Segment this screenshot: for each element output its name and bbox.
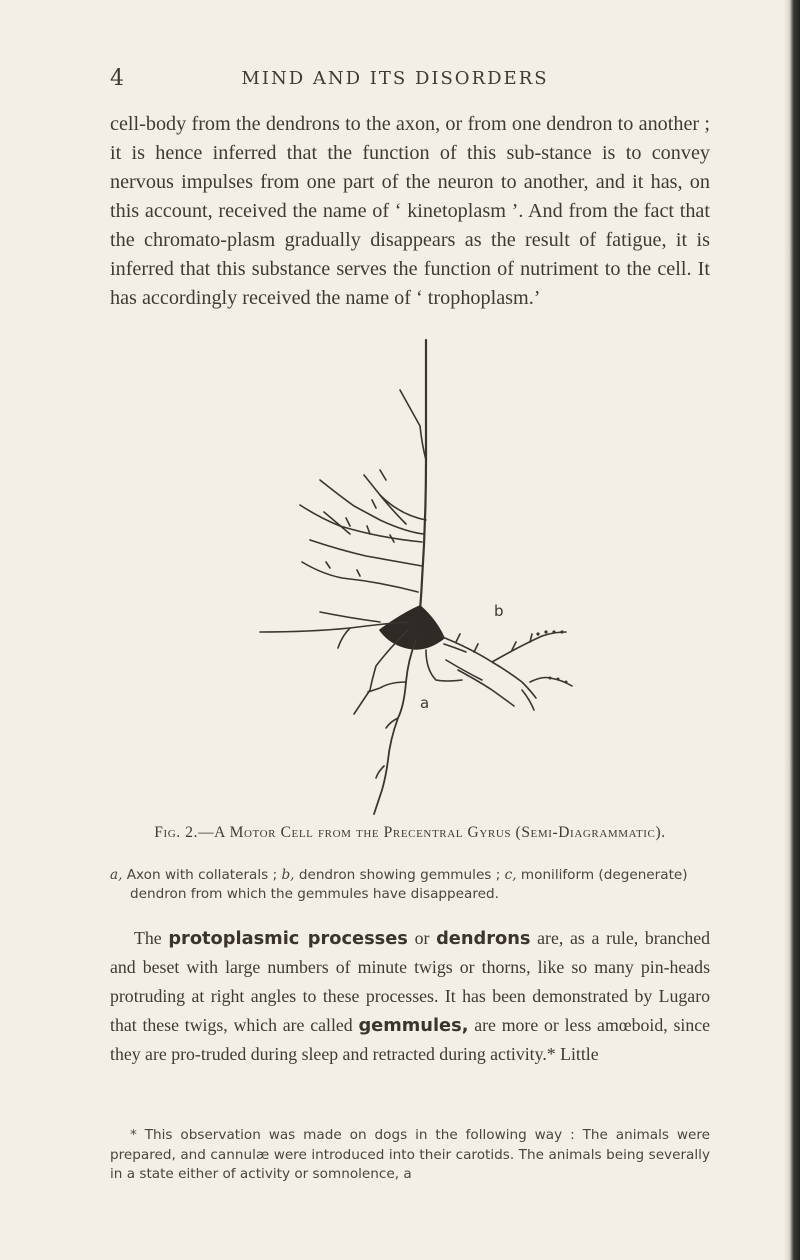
body-paragraph-1: cell-body from the dendrons to the axon, or from one dendron to another ; it is hence inferred that the function of this sub-stance is to convey nervous impulses from one part of the neuron to another, and it has, on this account, received the name of ‘ kinetoplasm ’. And from the fact that the chromato-plasm gradually disappears as the result of fatigue, it is inferred that this substance serves the function of nutriment to the cell. It has accordingly received the name of ‘ trophoplasm.’ (110, 113, 710, 309)
caption-key-c: c, (504, 867, 517, 883)
body-paragraph-2 (110, 924, 710, 1069)
term-protoplasmic-processes: protoplasmic processes (168, 928, 408, 949)
label-b: b (494, 602, 504, 620)
paragraph2-text-2: or (407, 928, 437, 948)
label-a: a (420, 694, 430, 712)
term-dendrons: dendrons (436, 928, 531, 949)
caption-text-c: moniliform (degenerate) dendron from which the gemmules have disappeared. (130, 867, 688, 902)
page-header (0, 66, 790, 94)
paragraph2-text-3: are, as a rule, branched and beset with large numbers of minute twigs or thorns, like so many pin-heads protruding at right angles to these processes. It has been demonstrated by Lugaro that these twigs, which are called (110, 928, 711, 1035)
caption-key-a: a, (110, 867, 123, 883)
figure-title-text: —A Motor Cell from the Precentral Gyrus (Semi-Diagrammatic). (198, 824, 666, 841)
neuron-figure (230, 330, 590, 820)
motor-cell-illustration (230, 330, 590, 820)
running-head: MIND AND ITS DISORDERS (241, 68, 549, 89)
footnote: * This observation was made on dogs in the following way : The animals were prepared, and cannulæ were introduced into their carotids. The animals being severally in a state either of activity or somnolence, a (110, 1127, 710, 1182)
paragraph2-text-1: The (134, 928, 169, 948)
figure-caption (110, 866, 730, 904)
paragraph2-text-4: are more or less amœboid, since they are pro-truded during sleep and retracted during activity.* Little (110, 1015, 710, 1064)
caption-key-b: b, (281, 867, 295, 883)
page-edge-shadow (784, 0, 800, 1260)
page-number: 4 (110, 66, 125, 91)
caption-text-b: dendron showing gemmules ; (294, 867, 505, 883)
caption-text-a: Axon with collaterals ; (122, 867, 282, 883)
term-gemmules: gemmules, (358, 1015, 469, 1036)
figure-title (110, 823, 710, 843)
figure-number: Fig. 2. (154, 824, 199, 841)
